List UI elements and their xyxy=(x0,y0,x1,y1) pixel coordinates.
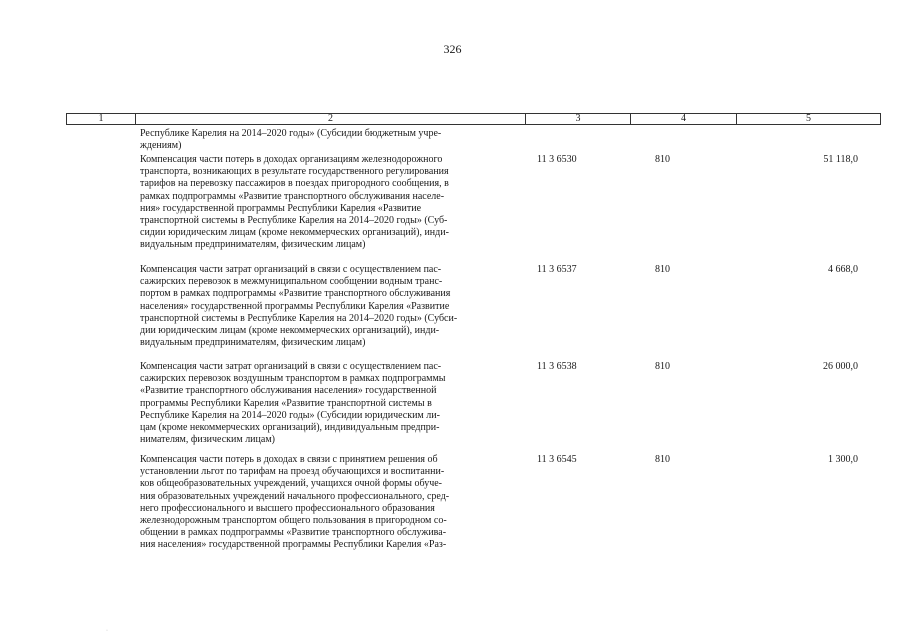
description-line: рамках подпрограммы «Развитие транспортного обслуживания населе- xyxy=(140,190,445,202)
description-line: тарифов на перевозку пассажиров в поездах пригородного сообщения, в xyxy=(140,178,449,190)
header-col-5: 5 xyxy=(806,113,811,124)
row-code: 11 3 6545 xyxy=(537,454,577,465)
description-line: ния образовательных учреждений начального профессионального, сред- xyxy=(140,490,450,502)
description-line: нимателям, физическим лицам) xyxy=(140,434,275,446)
description-line: сажирских перевозок воздушным транспортом в рамках подпрограммы xyxy=(140,373,446,385)
description-line: установлении льгот по тарифам на проезд обучающихся и воспитанни- xyxy=(140,466,445,478)
description-line: дии юридическим лицам (кроме некоммерческих организаций), инди- xyxy=(140,325,440,337)
table-header xyxy=(66,113,881,125)
header-col-1: 1 xyxy=(67,114,136,124)
row-type: 810 xyxy=(655,154,670,165)
row-type: 810 xyxy=(655,264,670,275)
row-description xyxy=(140,128,512,152)
row-description xyxy=(140,361,512,446)
row-code: 11 3 6530 xyxy=(537,154,577,165)
row-code: 11 3 6537 xyxy=(537,264,577,275)
description-line: железнодорожным транспортом общего пользования в пригородном со- xyxy=(140,515,447,527)
row-amount: 51 118,0 xyxy=(823,154,858,165)
description-line: видуальным предпринимателям, физическим лицам) xyxy=(140,337,366,349)
row-code: 11 3 6538 xyxy=(537,361,577,372)
header-col-4: 4 xyxy=(631,114,737,124)
description-line: Компенсация части потерь в доходах в связи с принятием решения об xyxy=(140,454,438,465)
row-description xyxy=(140,264,512,349)
row-type: 810 xyxy=(655,454,670,465)
description-line: транспорта, возникающих в результате государственного регулирования xyxy=(140,166,449,178)
description-line: транспортной системы в Республике Карелия на 2014–2020 годы» (Суб- xyxy=(140,215,448,227)
description-line: «Развитие транспортного обслуживания населения» государственной xyxy=(140,385,437,397)
scan-speck: · xyxy=(106,628,108,634)
description-line: общении в рамках подпрограммы «Развитие транспортного обслужива- xyxy=(140,527,447,539)
header-col-2: 2 xyxy=(136,114,526,124)
description-line: Компенсация части потерь в доходах организациям железнодорожного xyxy=(140,154,443,165)
description-line: Компенсация части затрат организаций в связи с осуществлением пас- xyxy=(140,264,442,275)
description-line: Республике Карелия на 2014–2020 годы» (Субсидии бюджетным учре- xyxy=(140,128,442,139)
description-line: сажирских перевозок в межмуниципальном сообщении водным транс- xyxy=(140,276,443,288)
description-line: населения» государственной программы Республики Карелия «Развитие xyxy=(140,300,450,312)
description-line: ния населения» государственной программы Республики Карелия «Раз- xyxy=(140,539,447,551)
description-line: ждениям) xyxy=(140,140,182,152)
description-line: ния» государственной программы Республики Карелия «Развитие xyxy=(140,202,422,214)
page-number: 326 xyxy=(443,42,462,56)
description-line: Республике Карелия на 2014–2020 годы» (Субсидии юридическим ли- xyxy=(140,409,440,421)
description-line: транспортной системы в Республике Карелия на 2014–2020 годы» (Субси- xyxy=(140,312,458,324)
description-line: цам (кроме некоммерческих организаций), индивидуальным предпри- xyxy=(140,422,440,434)
description-line: программы Республики Карелия «Развитие транспортной системы в xyxy=(140,397,432,409)
header-col-3: 3 xyxy=(526,114,631,124)
description-line: Компенсация части затрат организаций в связи с осуществлением пас- xyxy=(140,361,442,372)
description-line: сидии юридическим лицам (кроме некоммерческих организаций), инди- xyxy=(140,227,449,239)
row-amount: 4 668,0 xyxy=(828,264,858,275)
row-type: 810 xyxy=(655,361,670,372)
description-line: портом в рамках подпрограммы «Развитие транспортного обслуживания xyxy=(140,288,451,300)
row-amount: 26 000,0 xyxy=(823,361,858,372)
row-description xyxy=(140,154,512,252)
description-line: ков общеобразовательных учреждений, учащихся очной формы обуче- xyxy=(140,478,442,490)
row-amount: 1 300,0 xyxy=(828,454,858,465)
row-description xyxy=(140,454,512,552)
description-line: него профессионального и высшего профессионального образования xyxy=(140,502,435,514)
description-line: видуальным предпринимателям, физическим лицам) xyxy=(140,239,366,251)
